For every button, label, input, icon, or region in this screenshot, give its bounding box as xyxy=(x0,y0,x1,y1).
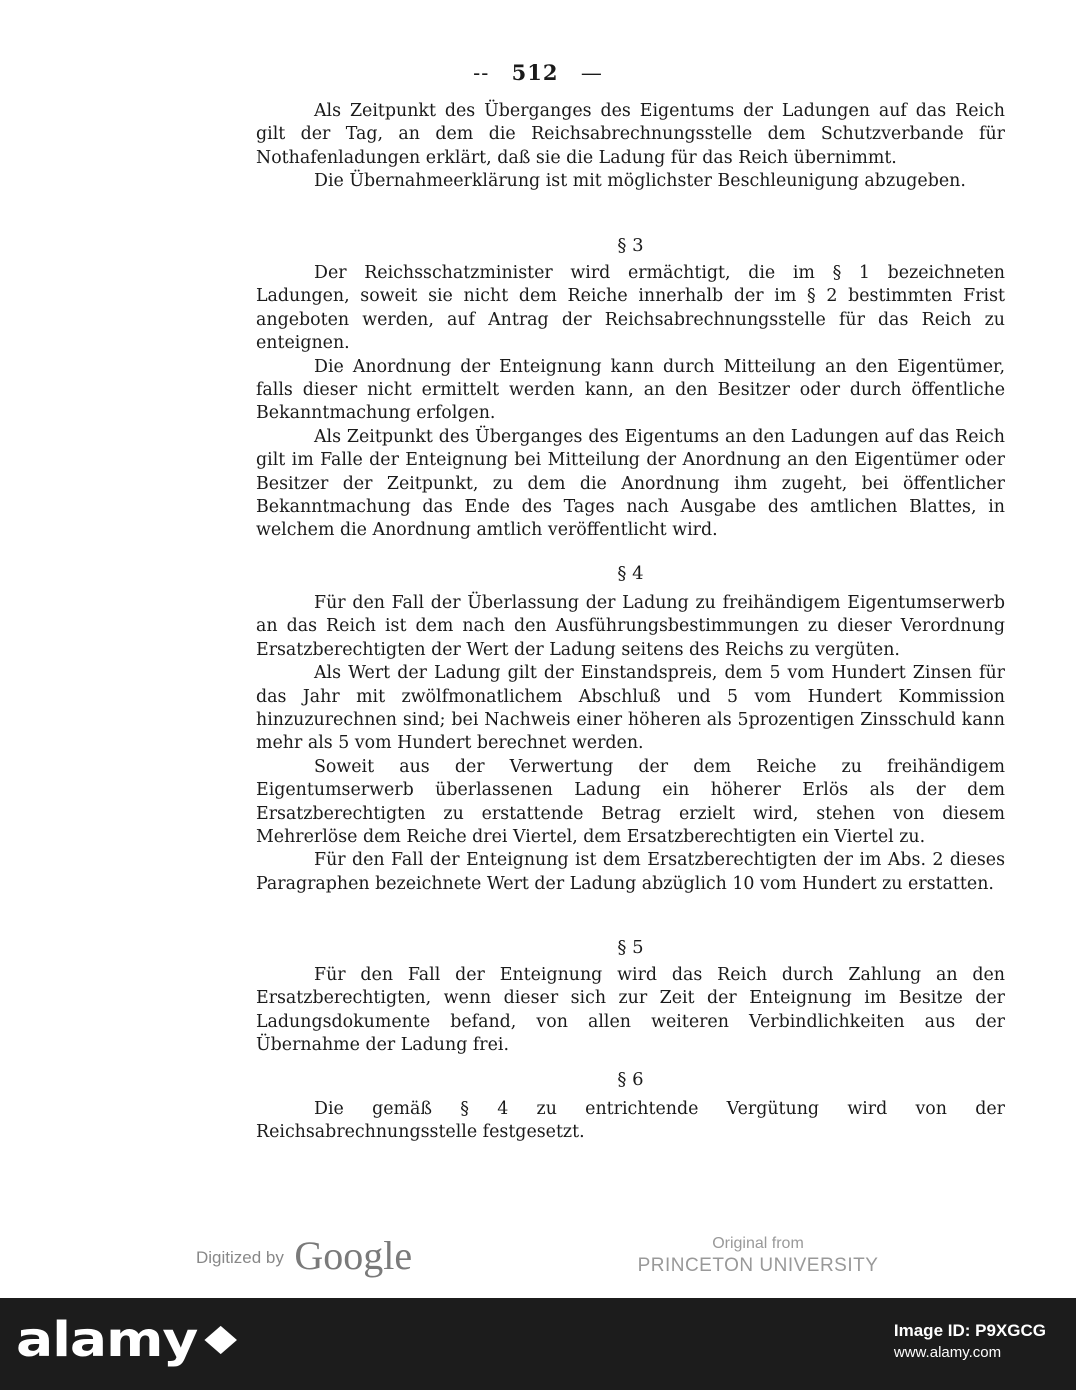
original-from-label: Original from xyxy=(712,1235,804,1252)
section-heading-4 xyxy=(256,562,1005,585)
section-heading-6 xyxy=(256,1068,1005,1091)
paragraph: Die Übernahmeerklärung ist mit möglichster Beschleunigung abzugeben. xyxy=(314,171,966,192)
text-block-section-4 xyxy=(256,592,1005,896)
page-number-dash-left: -- xyxy=(473,61,490,85)
google-logo: Google xyxy=(294,1233,413,1278)
paragraph: Als Wert der Ladung gilt der Einstandspreis, dem 5 vom Hundert Zinsen für das Jahr mit zwölfmonatlichem Abschluß und 5 vom Hundert Kommission hinzuzurechnen sind; bei Nachweis einer höheren als 5prozentigen Zinsschuld kann mehr als 5 vom Hundert berechnet werden. xyxy=(256,663,1005,754)
page-number-value: 512 xyxy=(511,60,559,85)
paragraph: Für den Fall der Enteignung wird das Reich durch Zahlung an den Ersatzberechtigten, wenn dieser sich zur Zeit der Enteignung im Besitze der Ladungsdokumente befand, von allen weiteren Verbindlichkeiten aus der Übernahme der Ladung frei. xyxy=(256,965,1005,1056)
alamy-logo-text: alamy xyxy=(16,1312,198,1368)
section-mark: § 6 xyxy=(617,1069,644,1090)
princeton-university-label: PRINCETON UNIVERSITY xyxy=(637,1255,879,1276)
paragraph: Als Zeitpunkt des Überganges des Eigentums an den Ladungen auf das Reich gilt im Falle der Enteignung bei Mitteilung der Anordnung an den Eigentümer oder Besitzer der Zeitpunkt, zu dem die Anordnung ihm zugeht, bei öffentlicher Bekanntmachung das Ende des Tages nach Ausgabe des amtlichen Blattes, in welchem die Anordnung amtlich veröffentlicht wird. xyxy=(256,426,1005,541)
image-id-info xyxy=(894,1320,1046,1364)
section-heading-3 xyxy=(256,234,1005,257)
paragraph: Der Reichsschatzminister wird ermächtigt, die im § 1 bezeichneten Ladungen, soweit sie nicht dem Reiche innerhalb der im § 2 bestimmten Frist angeboten werden, auf Antrag der Reichsabrechnungsstelle für das Reich zu enteignen. xyxy=(256,263,1005,354)
alamy-url: www.alamy.com xyxy=(893,1344,1002,1361)
paragraph: Soweit aus der Verwertung der dem Reiche zu freihändigem Eigentumserwerb überlassenen Ladung ein höherer Erlös als der dem Ersatzberechtigten zu erstattende Betrag erzielt wird, stehen von diesem Mehrerlöse dem Reiche drei Viertel, dem Ersatzberechtigten ein Viertel zu. xyxy=(256,756,1005,848)
alamy-diamond-icon xyxy=(204,1326,237,1354)
page-number xyxy=(0,60,1076,85)
paragraph: Die gemäß § 4 zu entrichtende Vergütung wird von der Reichsabrechnungsstelle festgesetzt. xyxy=(256,1099,1005,1143)
section-heading-5 xyxy=(256,936,1005,959)
text-block-section-2 xyxy=(256,100,1005,194)
alamy-logo xyxy=(16,1312,232,1368)
page-number-dash-right: — xyxy=(580,61,603,85)
section-mark: § 5 xyxy=(617,937,644,958)
digitized-by-google xyxy=(196,1232,412,1279)
digitized-by-label: Digitized by xyxy=(196,1248,284,1267)
paragraph: Für den Fall der Überlassung der Ladung zu freihändigem Eigentumserwerb an das Reich ist dem nach den Ausführungsbestimmungen zu dieser Verordnung Ersatzberechtigten der Wert der Ladung seitens des Reichs zu vergüten. xyxy=(256,593,1005,660)
original-from-princeton xyxy=(636,1234,880,1278)
section-mark: § 4 xyxy=(617,563,644,584)
text-block-section-5 xyxy=(256,964,1005,1058)
alamy-banner xyxy=(0,1298,1076,1390)
paragraph: Für den Fall der Enteignung ist dem Ersatzberechtigten der im Abs. 2 dieses Paragraphen bezeichnete Wert der Ladung abzüglich 10 vom Hundert zu erstatten. xyxy=(256,850,1005,894)
paragraph: Die Anordnung der Enteignung kann durch Mitteilung an den Eigentümer, falls dieser nicht ermittelt werden kann, an den Besitzer oder durch öffentliche Bekanntmachung erfolgen. xyxy=(256,356,1005,424)
text-block-section-6 xyxy=(256,1098,1005,1145)
text-block-section-3 xyxy=(256,262,1005,543)
paragraph: Als Zeitpunkt des Überganges des Eigentums der Ladungen auf das Reich gilt der Tag, an dem die Reichsabrechnungsstelle dem Schutzverbande für Nothafenladungen erklärt, daß sie die Ladung für das Reich übernimmt. xyxy=(256,101,1005,168)
section-mark: § 3 xyxy=(617,235,644,256)
image-id: Image ID: P9XGCG xyxy=(893,1321,1046,1340)
